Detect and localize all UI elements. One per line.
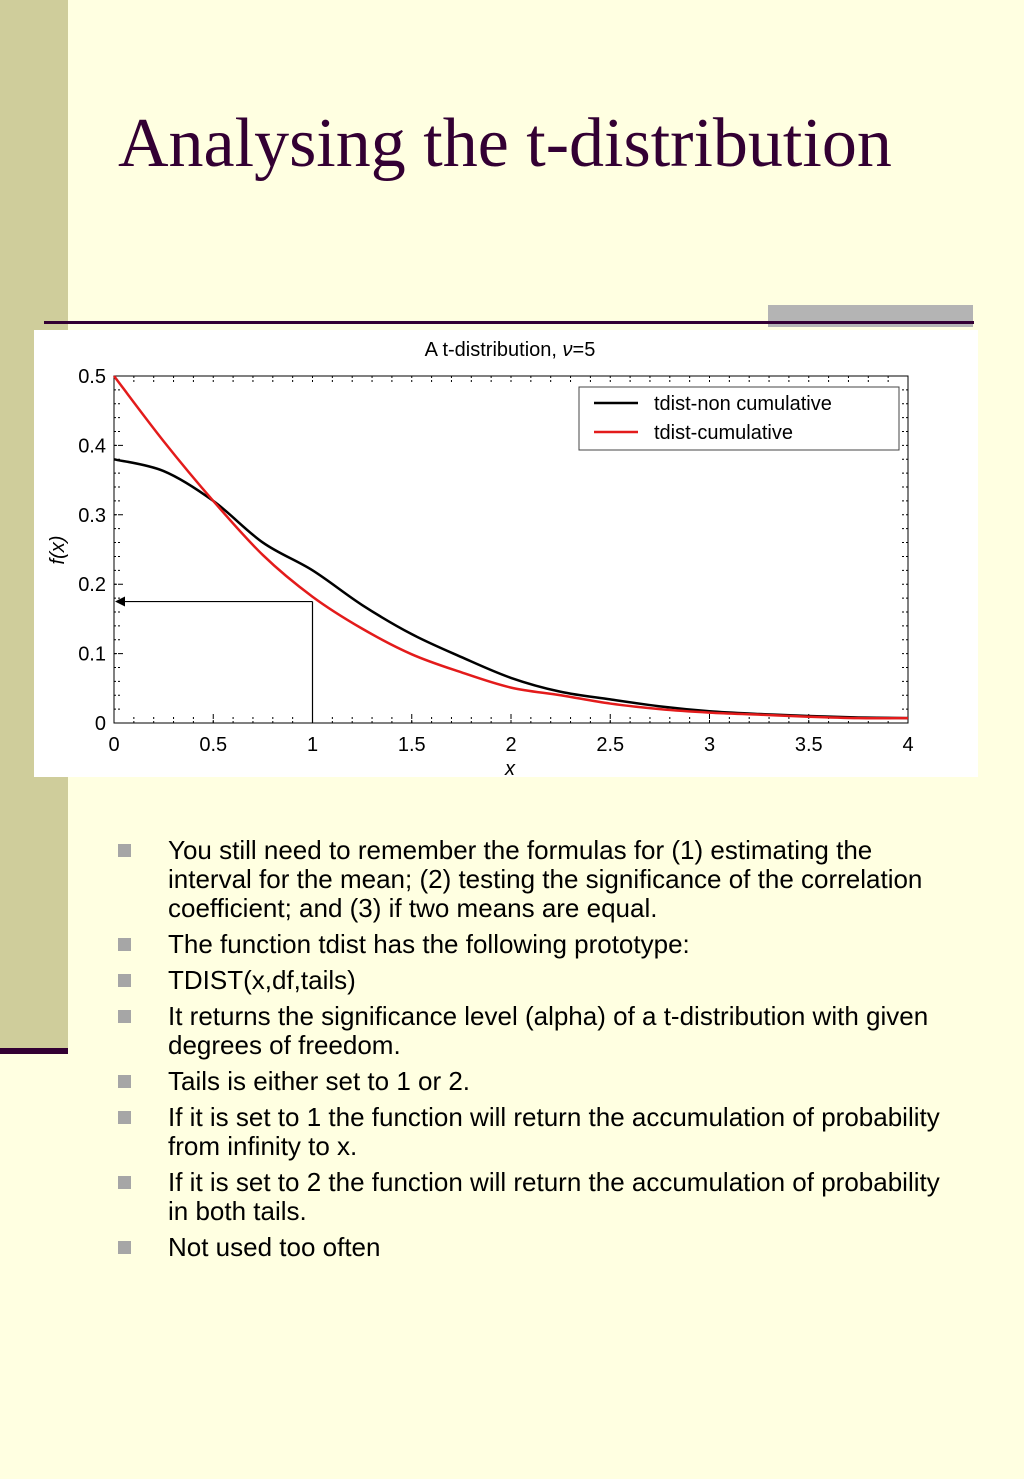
chart-panel [34, 330, 978, 777]
chart-title: A t-distribution, ν=5 [424, 339, 596, 361]
y-tick-label: 0.3 [78, 504, 106, 527]
bullet-item [118, 1067, 958, 1096]
square-bullet-icon [118, 938, 131, 951]
square-bullet-icon [118, 1176, 131, 1189]
t-distribution-chart [34, 330, 978, 777]
x-tick-label: 0 [108, 734, 120, 756]
bullet-item [118, 836, 958, 923]
legend-label-non-cumulative: tdist-non cumulative [654, 393, 832, 415]
square-bullet-icon [118, 1075, 131, 1088]
chart-legend [579, 387, 899, 450]
bullet-item [118, 966, 958, 995]
bullet-text: TDIST(x,df,tails) [168, 965, 356, 995]
bullet-item [118, 1233, 958, 1262]
y-tick-label: 0.4 [78, 435, 106, 458]
x-tick-label: 1.5 [397, 734, 426, 756]
square-bullet-icon [118, 974, 131, 987]
bullet-text: You still need to remember the formulas for (1) estimating the interval for the mean; (2) testing the significance of the correlation coefficient; and (3) if two means are equal. [168, 835, 923, 923]
bullet-text: If it is set to 2 the function will return the accumulation of probability in both tails. [168, 1167, 940, 1226]
bullet-list [118, 836, 958, 1269]
square-bullet-icon [118, 844, 131, 857]
bullet-text: Not used too often [168, 1232, 381, 1262]
bullet-item [118, 930, 958, 959]
x-tick-label: 0.5 [199, 734, 228, 756]
title-rule [44, 321, 974, 324]
bullet-item [118, 1002, 958, 1060]
y-tick-label: 0.2 [78, 574, 106, 597]
y-tick-label: 0.5 [78, 366, 106, 388]
x-tick-label: 3 [703, 734, 716, 756]
square-bullet-icon [118, 1111, 131, 1124]
bullet-text: Tails is either set to 1 or 2. [168, 1066, 471, 1096]
x-tick-label: 2.5 [596, 734, 625, 756]
x-tick-label: 3.5 [794, 734, 823, 756]
y-tick-label: 0.1 [78, 643, 106, 666]
y-axis-label: f(x) [47, 535, 69, 565]
series-line-non-cumulative [114, 459, 908, 718]
bullet-item [118, 1168, 958, 1226]
square-bullet-icon [118, 1010, 131, 1023]
slide-title: Analysing the t-distribution [118, 105, 892, 182]
x-tick-label: 2 [505, 734, 517, 756]
legend-label-cumulative: tdist-cumulative [654, 422, 793, 444]
bullet-item [118, 1103, 958, 1161]
x-axis-label: x [505, 758, 515, 777]
bullet-text: If it is set to 1 the function will return the accumulation of probability from infinity to x. [168, 1102, 940, 1161]
y-tick-label: 0 [94, 713, 106, 735]
bullet-text: It returns the significance level (alpha) of a t-distribution with given degrees of freedom. [168, 1001, 929, 1060]
left-band-accent [0, 1048, 68, 1054]
square-bullet-icon [118, 1241, 131, 1254]
x-tick-label: 4 [902, 734, 914, 756]
x-tick-label: 1 [306, 734, 319, 756]
bullet-text: The function tdist has the following prototype: [168, 929, 690, 959]
